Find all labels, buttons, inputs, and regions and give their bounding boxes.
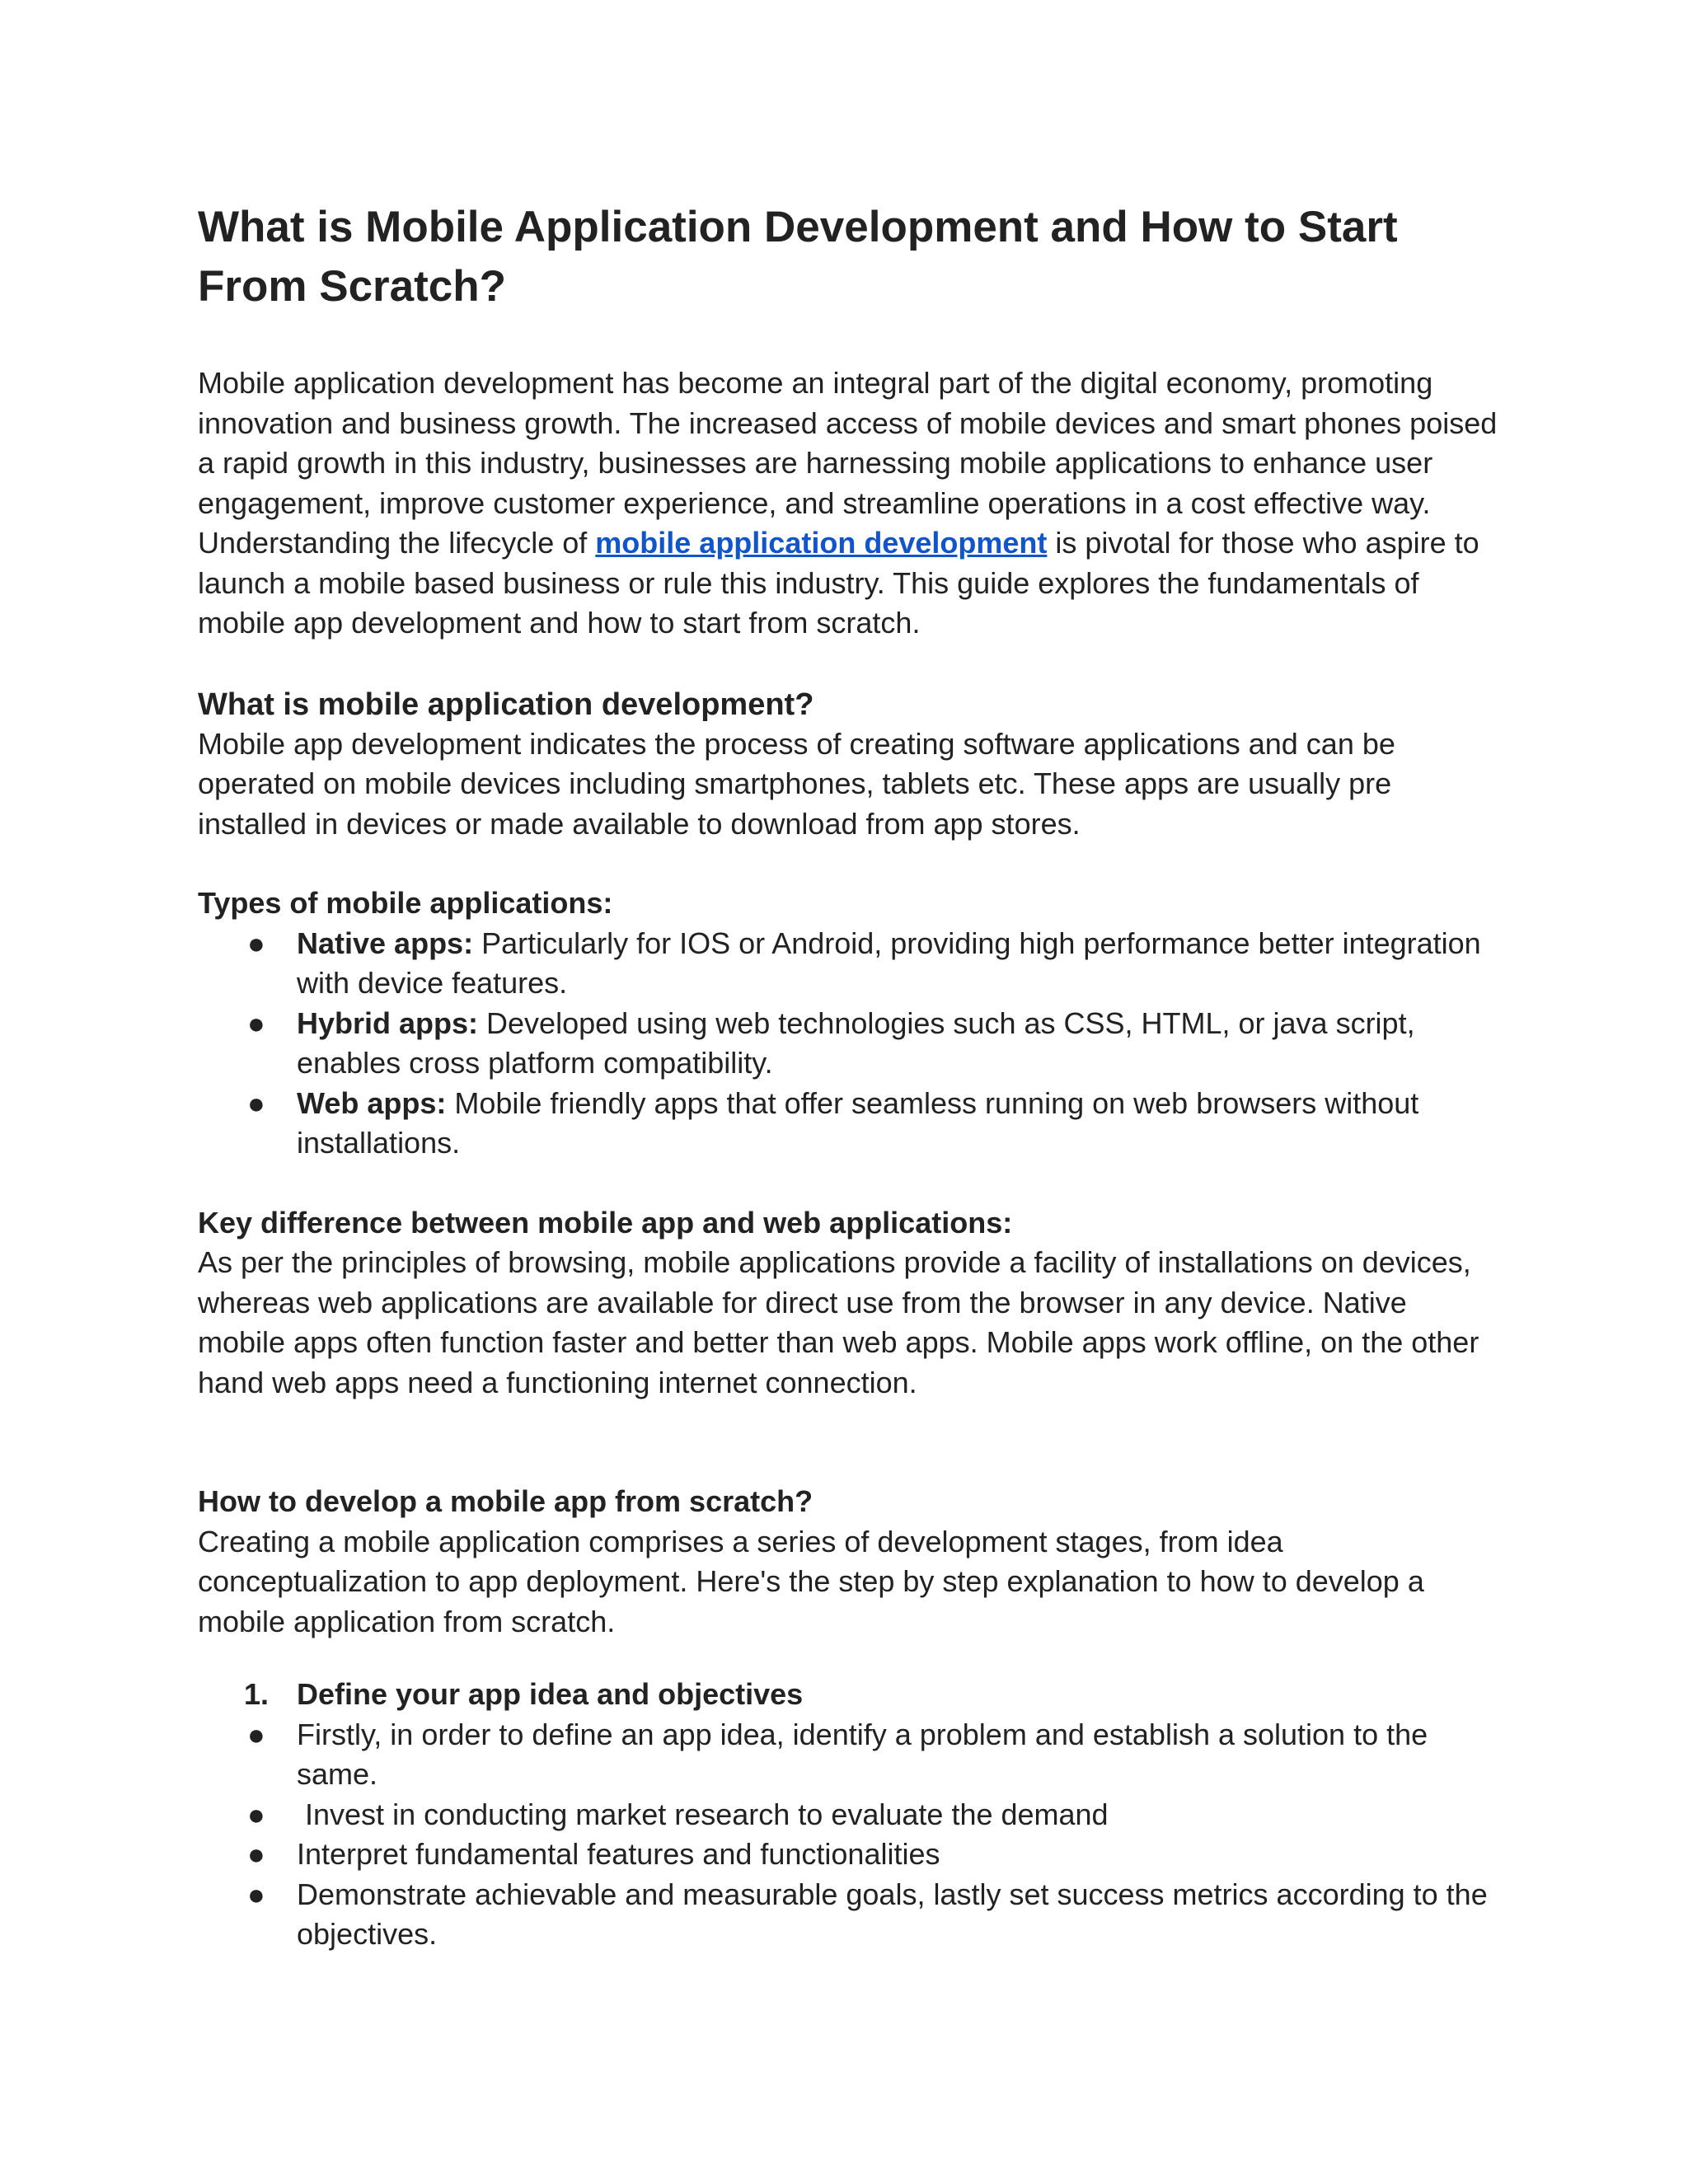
type-description: Mobile friendly apps that offer seamless running on web browsers without installations.	[297, 1085, 1419, 1160]
steps-list	[198, 1675, 1500, 1715]
list-item	[198, 1004, 1500, 1084]
difference-heading: Key difference between mobile app and web applications:	[198, 1205, 1013, 1240]
bullet-icon: ●	[247, 1717, 265, 1751]
types-heading: Types of mobile applications:	[198, 886, 613, 920]
mobile-app-dev-link[interactable]: mobile application development	[595, 526, 1048, 560]
type-term: Hybrid apps:	[297, 1005, 479, 1040]
list-item	[198, 1875, 1500, 1955]
howto-heading: How to develop a mobile app from scratch?	[198, 1484, 814, 1518]
bullet-icon: ●	[247, 1797, 265, 1831]
intro-text-after-link: is pivotal for those who aspire to launch a mobile based business or rule this industry. This guide explores the fundamentals of mobile app development and how to start from scratch.	[198, 526, 1479, 640]
bullet-icon: ●	[247, 1005, 265, 1040]
bullet-text: Demonstrate achievable and measurable goals, lastly set success metrics according to the objectives.	[297, 1877, 1488, 1951]
list-item	[198, 1084, 1500, 1164]
howto-body: Creating a mobile application comprises a series of development stages, from idea conceptualization to app deployment. Here's the step by step explanation to how to develop a mobile application from scratch.	[198, 1524, 1424, 1638]
intro-text-before-link: Mobile application development has become an integral part of the digital economy, promoting innovation and business growth. The increased access of mobile devices and smart phones poised a rapid growth in this industry, businesses are harnessing mobile applications to enhance user engagement, improve customer experience, and streamline operations in a cost effective way. Understanding the lifecycle of	[198, 366, 1498, 560]
bullet-icon: ●	[247, 1837, 265, 1871]
type-description: Particularly for IOS or Android, providing high performance better integration with device features.	[297, 926, 1481, 1000]
bullet-icon: ●	[247, 1085, 265, 1120]
type-term: Web apps:	[297, 1085, 447, 1120]
bullet-text: Firstly, in order to define an app idea, identify a problem and establish a solution to the same.	[297, 1717, 1428, 1791]
list-item	[198, 1795, 1500, 1835]
section-body-what-is: Mobile app development indicates the process of creating software applications and can be operated on mobile devices including smartphones, tablets etc. These apps are usually pre installed in devices or made available to download from app stores.	[198, 726, 1395, 841]
difference-body: As per the principles of browsing, mobile applications provide a facility of installations on devices, whereas web applications are available for direct use from the browser in any device. Native mobile apps often function faster and better than web apps. Mobile apps work offline, on the other hand web apps need a functioning internet connection.	[198, 1245, 1479, 1399]
bullet-icon: ●	[247, 1877, 265, 1911]
type-description: Developed using web technologies such as CSS, HTML, or java script, enables cross platform compatibility.	[297, 1005, 1415, 1080]
document-page	[198, 198, 1500, 1955]
types-list	[198, 924, 1500, 1164]
list-item	[198, 924, 1500, 1004]
step-item	[198, 1675, 1500, 1715]
step-label: Define your app idea and objectives	[297, 1677, 804, 1711]
list-item	[198, 1715, 1500, 1795]
intro-paragraph	[198, 363, 1500, 644]
step1-bullets	[198, 1715, 1500, 1955]
list-item	[198, 1835, 1500, 1875]
bullet-text: Invest in conducting market research to evaluate the demand	[297, 1797, 1109, 1831]
section-heading-what-is: What is mobile application development?	[198, 687, 814, 722]
bullet-text: Interpret fundamental features and functionalities	[297, 1837, 940, 1871]
step-number: 1.	[244, 1677, 270, 1711]
page-title: What is Mobile Application Development and How to Start From Scratch?	[198, 203, 1398, 311]
bullet-icon: ●	[247, 926, 265, 960]
type-term: Native apps:	[297, 926, 474, 960]
